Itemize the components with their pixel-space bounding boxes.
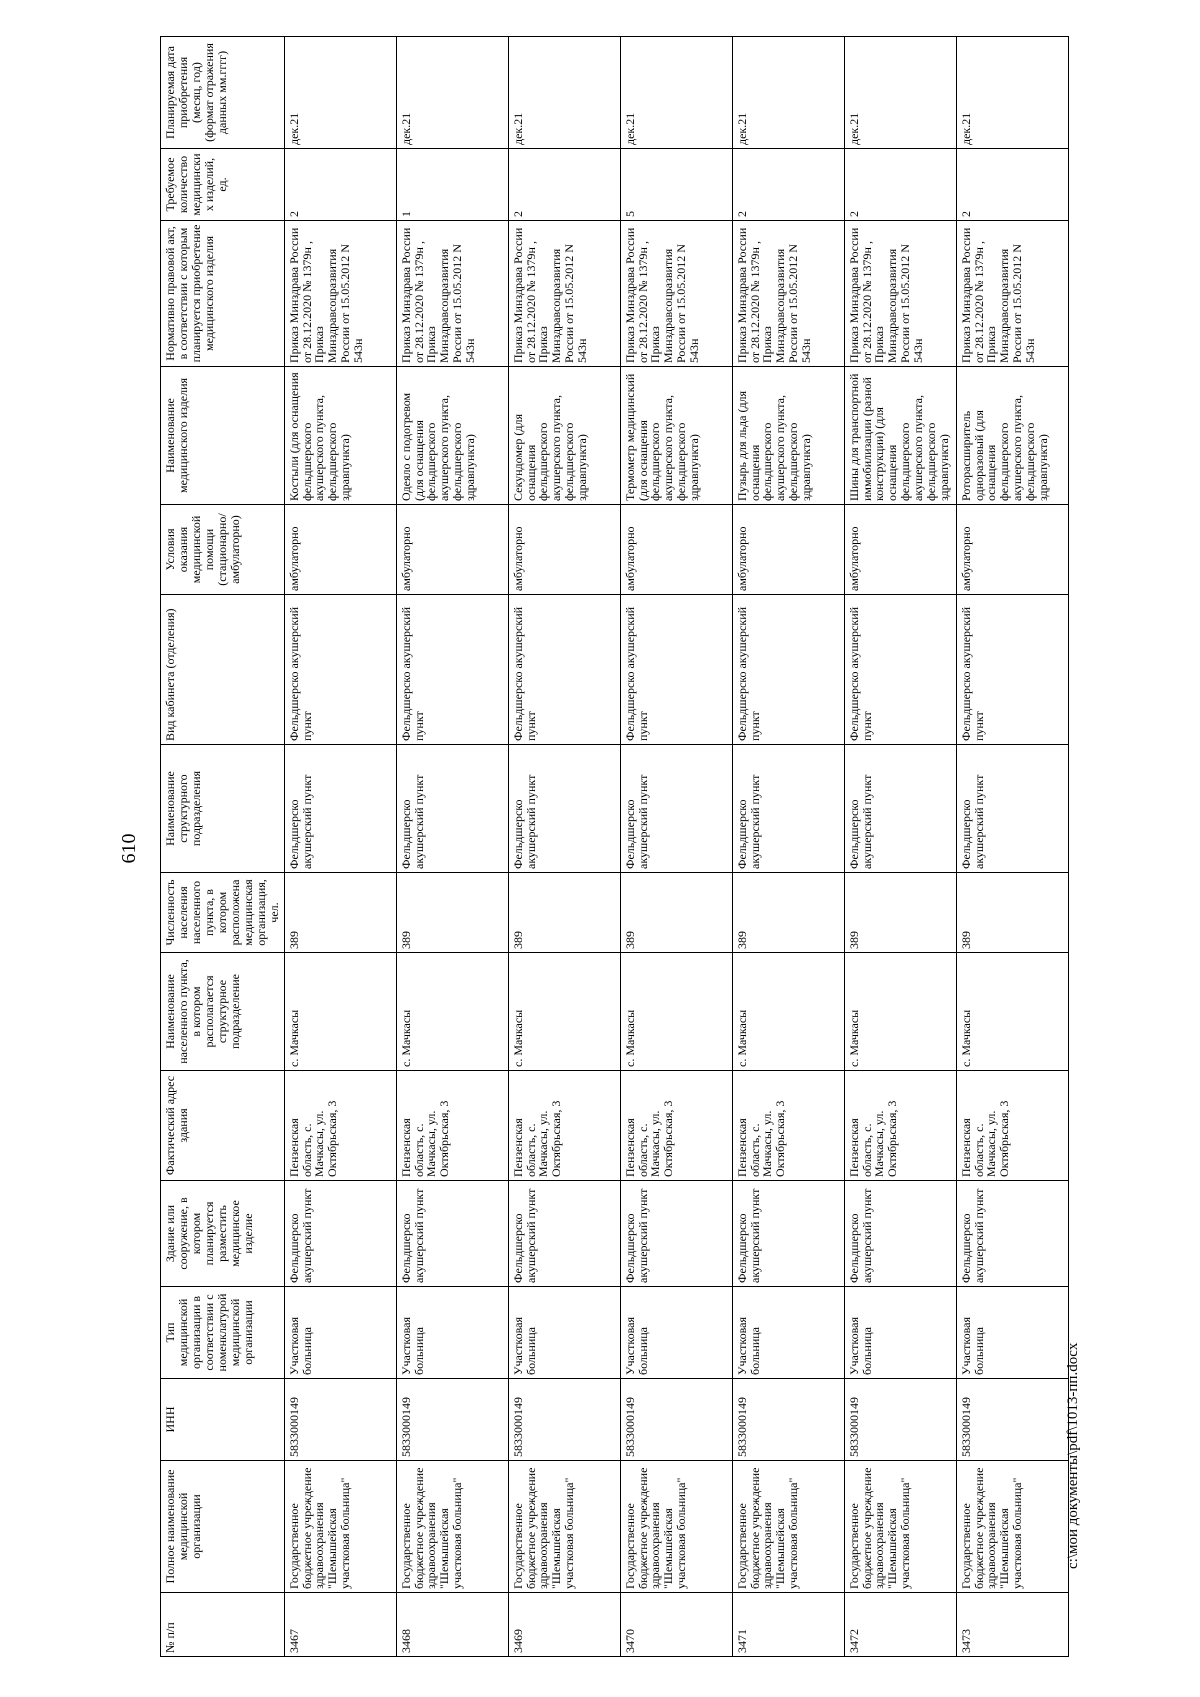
cell-unit: Фельдшерско акушерский пункт [396,745,508,873]
cell-population: 389 [732,873,844,953]
cell-locality: с. Мачкасы [732,953,844,1071]
table-row [284,37,396,1657]
cell-locality: с. Мачкасы [508,953,620,1071]
cell-qty: 2 [732,149,844,221]
cell-inn: 5833000149 [956,1379,1068,1461]
cell-date: дек.21 [508,37,620,149]
cell-locality: с. Мачкасы [956,953,1068,1071]
table-row [956,37,1068,1657]
header-inn: ИНН [161,1379,285,1461]
cell-org: Государственное бюджетное учреждение здравоохранения "Шемышейская участковая больница" [732,1461,844,1593]
cell-cabinet: Фельдшерско акушерский пункт [284,595,396,745]
cell-conditions: амбулаторно [956,505,1068,595]
cell-org: Государственное бюджетное учреждение здравоохранения "Шемышейская участковая больница" [620,1461,732,1593]
header-locality: Наименование населенного пункта, в котором располагается структурное подразделение [161,953,285,1071]
cell-type: Участковая больница [284,1287,396,1379]
cell-type: Участковая больница [956,1287,1068,1379]
cell-inn: 5833000149 [844,1379,956,1461]
cell-type: Участковая больница [844,1287,956,1379]
cell-conditions: амбулаторно [732,505,844,595]
cell-device: Шины для транспортной иммобилизации (разной конструкции) (для оснащения фельдшерского акушерского пункта, фельдшерского здравпункта) [844,367,956,505]
cell-inn: 5833000149 [620,1379,732,1461]
cell-building: Фельдшерско акушерский пункт [284,1181,396,1287]
cell-address: Пензенская область, с. Мачкасы, ул. Октябрьская, 3 [732,1071,844,1181]
cell-act: Приказ Минздрава России от 28.12.2020 № 1379н , Приказ Минздравсоцразвития России от 15.05.2012 N 543н [508,221,620,367]
header-qty: Требуемое количество медицинских изделий, ед. [161,149,285,221]
header-cabinet: Вид кабинета (отделения) [161,595,285,745]
cell-inn: 5833000149 [508,1379,620,1461]
cell-cabinet: Фельдшерско акушерский пункт [956,595,1068,745]
cell-device: Пузырь для льда (для оснащения фельдшерского акушерского пункта, фельдшерского здравпункта) [732,367,844,505]
footer-file-path: c:\мои документы\pdf\1013-пп.docx [1065,1342,1081,1569]
cell-population: 389 [396,873,508,953]
cell-cabinet: Фельдшерско акушерский пункт [732,595,844,745]
cell-type: Участковая больница [508,1287,620,1379]
table-row [508,37,620,1657]
cell-conditions: амбулаторно [284,505,396,595]
cell-qty: 5 [620,149,732,221]
cell-act: Приказ Минздрава России от 28.12.2020 № 1379н , Приказ Минздравсоцразвития России от 15.05.2012 N 543н [284,221,396,367]
cell-type: Участковая больница [396,1287,508,1379]
cell-address: Пензенская область, с. Мачкасы, ул. Октябрьская, 3 [844,1071,956,1181]
cell-num: 3470 [620,1593,732,1657]
cell-unit: Фельдшерско акушерский пункт [284,745,396,873]
cell-type: Участковая больница [732,1287,844,1379]
cell-act: Приказ Минздрава России от 28.12.2020 № 1379н , Приказ Минздравсоцразвития России от 15.05.2012 N 543н [844,221,956,367]
cell-unit: Фельдшерско акушерский пункт [508,745,620,873]
cell-population: 389 [508,873,620,953]
table-row [620,37,732,1657]
cell-org: Государственное бюджетное учреждение здравоохранения "Шемышейская участковая больница" [284,1461,396,1593]
cell-conditions: амбулаторно [620,505,732,595]
header-population: Численность населения населенного пункта, в котором расположена медицинская организация, чел. [161,873,285,953]
table-row [732,37,844,1657]
cell-date: дек.21 [732,37,844,149]
cell-conditions: амбулаторно [396,505,508,595]
table-row [844,37,956,1657]
cell-building: Фельдшерско акушерский пункт [732,1181,844,1287]
cell-inn: 5833000149 [396,1379,508,1461]
header-act: Нормативно правовой акт, в соответствии с которым планируется приобретение медицинского изделия [161,221,285,367]
cell-inn: 5833000149 [284,1379,396,1461]
table-row [396,37,508,1657]
cell-device: Роторасширитель одноразовый (для оснащения фельдшерского акушерского пункта, фельдшерского здравпункта) [956,367,1068,505]
cell-cabinet: Фельдшерско акушерский пункт [620,595,732,745]
cell-num: 3472 [844,1593,956,1657]
cell-device: Термометр медицинский (для оснащения фельдшерского акушерского пункта, фельдшерского здравпункта) [620,367,732,505]
equipment-table [160,36,1069,1657]
cell-qty: 1 [396,149,508,221]
cell-date: дек.21 [396,37,508,149]
cell-device: Одеяло с подогревом (для оснащения фельдшерского акушерского пункта, фельдшерского здравпункта) [396,367,508,505]
cell-address: Пензенская область, с. Мачкасы, ул. Октябрьская, 3 [396,1071,508,1181]
header-unit: Наименование структурного подразделения [161,745,285,873]
cell-cabinet: Фельдшерско акушерский пункт [844,595,956,745]
cell-unit: Фельдшерско акушерский пункт [732,745,844,873]
cell-population: 389 [844,873,956,953]
cell-building: Фельдшерско акушерский пункт [844,1181,956,1287]
cell-address: Пензенская область, с. Мачкасы, ул. Октябрьская, 3 [284,1071,396,1181]
cell-address: Пензенская область, с. Мачкасы, ул. Октябрьская, 3 [508,1071,620,1181]
cell-building: Фельдшерско акушерский пункт [956,1181,1068,1287]
cell-locality: с. Мачкасы [396,953,508,1071]
cell-conditions: амбулаторно [508,505,620,595]
cell-locality: с. Мачкасы [284,953,396,1071]
cell-qty: 2 [284,149,396,221]
cell-num: 3468 [396,1593,508,1657]
cell-org: Государственное бюджетное учреждение здравоохранения "Шемышейская участковая больница" [844,1461,956,1593]
cell-date: дек.21 [844,37,956,149]
cell-date: дек.21 [956,37,1068,149]
cell-date: дек.21 [620,37,732,149]
header-org: Полное наименование медицинской организации [161,1461,285,1593]
cell-unit: Фельдшерско акушерский пункт [956,745,1068,873]
cell-population: 389 [620,873,732,953]
cell-type: Участковая больница [620,1287,732,1379]
cell-qty: 2 [956,149,1068,221]
cell-act: Приказ Минздрава России от 28.12.2020 № 1379н , Приказ Минздравсоцразвития России от 15.05.2012 N 543н [732,221,844,367]
cell-locality: с. Мачкасы [620,953,732,1071]
header-device: Наименование медицинского изделия [161,367,285,505]
cell-num: 3469 [508,1593,620,1657]
header-conditions: Условия оказания медицинской помощи (стационарно/амбулаторно) [161,505,285,595]
cell-act: Приказ Минздрава России от 28.12.2020 № 1379н , Приказ Минздравсоцразвития России от 15.05.2012 N 543н [956,221,1068,367]
header-building: Здание или сооружение, в котором планируется разместить медицинское изделие [161,1181,285,1287]
cell-cabinet: Фельдшерско акушерский пункт [508,595,620,745]
cell-population: 389 [956,873,1068,953]
cell-org: Государственное бюджетное учреждение здравоохранения "Шемышейская участковая больница" [396,1461,508,1593]
cell-act: Приказ Минздрава России от 28.12.2020 № 1379н , Приказ Минздравсоцразвития России от 15.05.2012 N 543н [396,221,508,367]
cell-act: Приказ Минздрава России от 28.12.2020 № 1379н , Приказ Минздравсоцразвития России от 15.05.2012 N 543н [620,221,732,367]
header-type: Тип медицинской организации в соответствии с номенклатурой медицинской организации [161,1287,285,1379]
header-address: Фактический адрес здания [161,1071,285,1181]
cell-device: Костыли (для оснащения фельдшерского акушерского пункта, фельдшерского здравпункта) [284,367,396,505]
cell-inn: 5833000149 [732,1379,844,1461]
cell-population: 389 [284,873,396,953]
cell-num: 3467 [284,1593,396,1657]
cell-conditions: амбулаторно [844,505,956,595]
cell-org: Государственное бюджетное учреждение здравоохранения "Шемышейская участковая больница" [508,1461,620,1593]
header-date: Планируемая дата приобретения (месяц, год) (формат отражения данных мм.гггг) [161,37,285,149]
cell-qty: 2 [508,149,620,221]
cell-address: Пензенская область, с. Мачкасы, ул. Октябрьская, 3 [620,1071,732,1181]
header-num: № п/п [161,1593,285,1657]
cell-unit: Фельдшерско акушерский пункт [620,745,732,873]
cell-qty: 2 [844,149,956,221]
cell-num: 3473 [956,1593,1068,1657]
cell-locality: с. Мачкасы [844,953,956,1071]
cell-building: Фельдшерско акушерский пункт [396,1181,508,1287]
cell-org: Государственное бюджетное учреждение здравоохранения "Шемышейская участковая больница" [956,1461,1068,1593]
cell-date: дек.21 [284,37,396,149]
table-header-row [161,37,285,1657]
cell-building: Фельдшерско акушерский пункт [508,1181,620,1287]
cell-address: Пензенская область, с. Мачкасы, ул. Октябрьская, 3 [956,1071,1068,1181]
cell-num: 3471 [732,1593,844,1657]
cell-cabinet: Фельдшерско акушерский пункт [396,595,508,745]
page-number: 610 [118,833,140,864]
cell-building: Фельдшерско акушерский пункт [620,1181,732,1287]
cell-unit: Фельдшерско акушерский пункт [844,745,956,873]
cell-device: Секундомер (для оснащения фельдшерского акушерского пункта, фельдшерского здравпункта) [508,367,620,505]
